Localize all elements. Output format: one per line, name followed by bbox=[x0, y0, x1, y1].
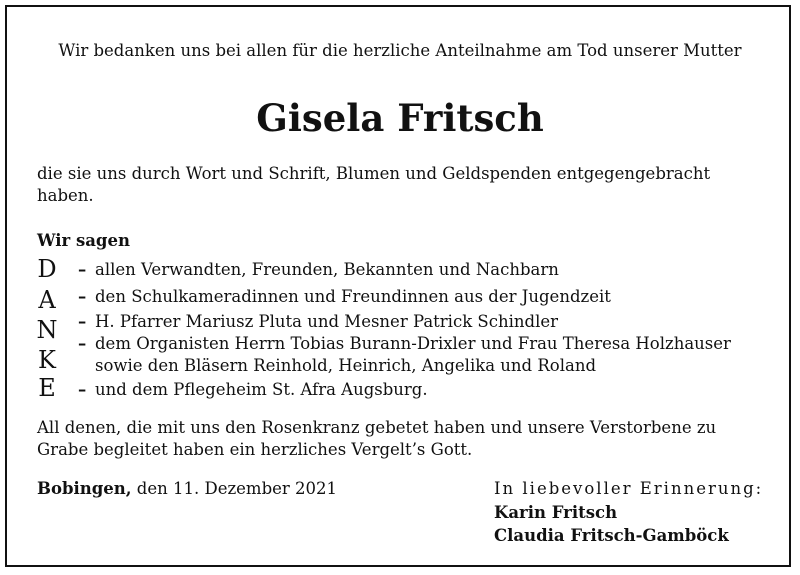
signatory-name: Claudia Fritsch-Gamböck bbox=[494, 526, 729, 545]
list-item: allen Verwandten, Freunden, Bekannten und Nachbarn bbox=[95, 260, 559, 279]
list-item: sowie den Bläsern Reinhold, Heinrich, Angelika und Roland bbox=[95, 356, 597, 375]
list-dash: – bbox=[78, 287, 87, 306]
danke-letter-e: E bbox=[38, 374, 56, 402]
thanks-text: die sie uns durch Wort und Schrift, Blumen und Geldspenden entgegengebracht haben. bbox=[37, 164, 711, 205]
deceased-name: Gisela Fritsch bbox=[256, 96, 544, 140]
danke-letter-d: D bbox=[37, 255, 57, 283]
list-item: dem Organisten Herrn Tobias Burann-Drixler und Frau Theresa Holzhauser bbox=[95, 334, 731, 353]
list-dash: – bbox=[78, 312, 87, 331]
place-name: Bobingen, bbox=[37, 479, 132, 498]
list-item: den Schulkameradinnen und Freundinnen aus der Jugendzeit bbox=[95, 287, 611, 306]
place-date bbox=[37, 481, 337, 498]
wir-sagen-label: Wir sagen bbox=[37, 231, 130, 250]
signatory-name: Karin Fritsch bbox=[494, 503, 618, 522]
list-dash: – bbox=[78, 260, 87, 279]
memory-line: In liebevoller Erinnerung: bbox=[494, 479, 764, 498]
intro-line: Wir bedanken uns bei allen für die herzliche Anteilnahme am Tod unserer Mutter bbox=[58, 41, 742, 60]
obituary-notice bbox=[5, 5, 791, 567]
danke-letter-a: A bbox=[38, 286, 56, 314]
list-item: und dem Pflegeheim St. Afra Augsburg. bbox=[95, 380, 428, 399]
closing-text: All denen, die mit uns den Rosenkranz gebetet haben und unsere Verstorbene zu Grabe begleitet haben ein herzliches Vergelt’s Gott. bbox=[37, 418, 717, 459]
list-item: H. Pfarrer Mariusz Pluta und Mesner Patrick Schindler bbox=[95, 312, 558, 331]
danke-letter-n: N bbox=[36, 316, 58, 344]
list-dash: – bbox=[78, 334, 87, 353]
list-dash: – bbox=[78, 380, 87, 399]
date-text: den 11. Dezember 2021 bbox=[136, 479, 338, 498]
danke-letter-k: K bbox=[38, 346, 56, 374]
